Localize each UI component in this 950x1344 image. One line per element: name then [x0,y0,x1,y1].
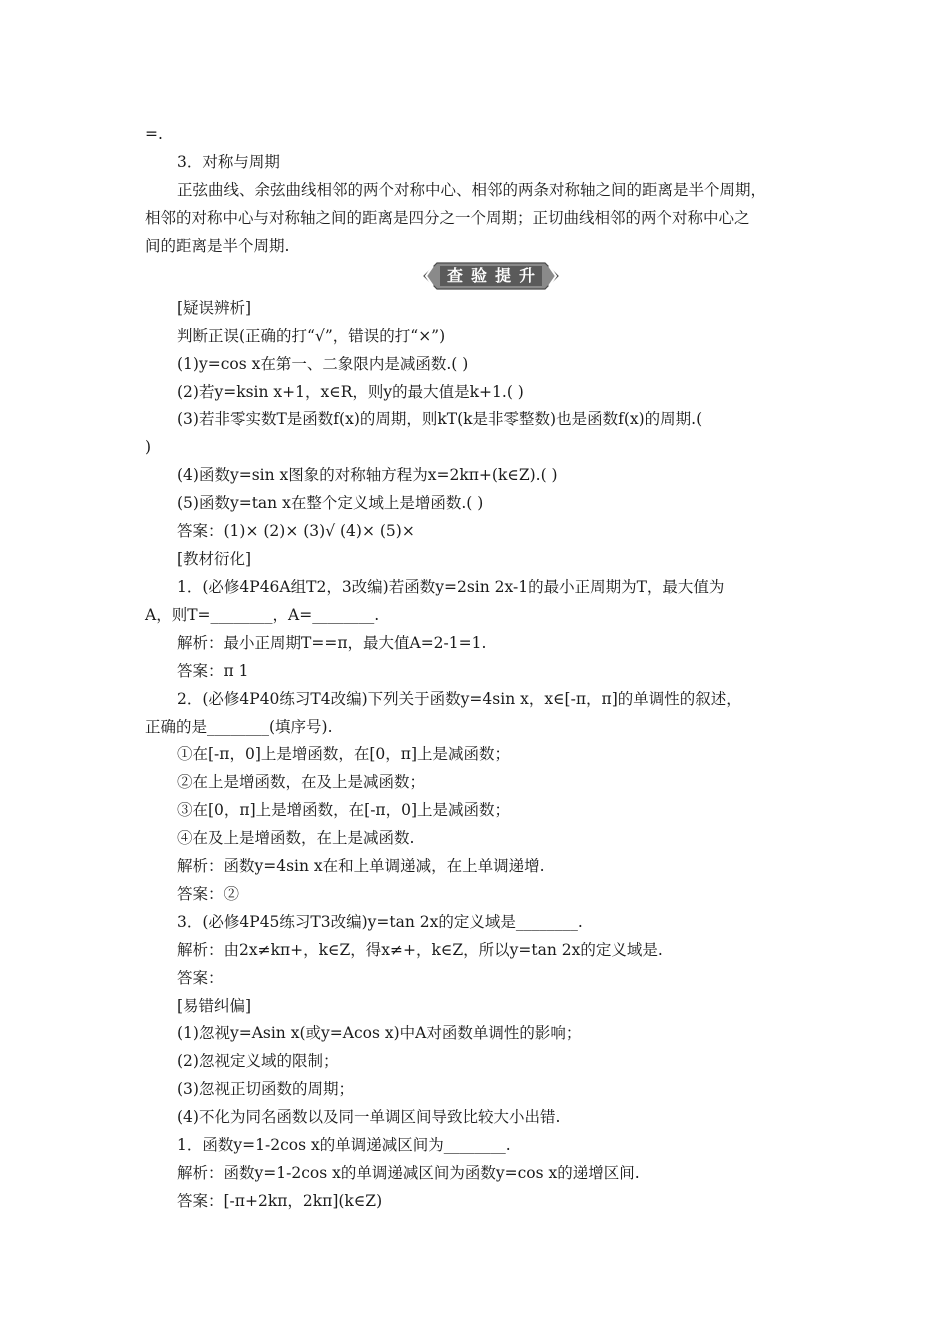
text-line: A，则T=________，A=________. [145,606,380,624]
answer-line: 答案：[-π+2kπ，2kπ](k∈Z) [177,1192,383,1210]
question-item: 1．(必修4P46A组T2，3改编)若函数y=2sin 2x-1的最小正周期为T，最大值为 [177,578,725,596]
text-line: 正弦曲线、余弦曲线相邻的两个对称中心、相邻的两条对称轴之间的距离是半个周期， [177,181,767,199]
banner-label: 查验提升 [446,266,543,285]
solution-line: 解析：最小正周期T==π，最大值A=2-1=1. [177,634,487,652]
question-item: 1．函数y=1-2cos x的单调递减区间为________. [177,1136,511,1154]
subsection-label: [教材衍化] [177,550,252,568]
solution-line: 解析：函数y=1-2cos x的单调递减区间为函数y=cos x的递增区间. [177,1164,640,1182]
section-banner [423,262,559,290]
question-item: 2．(必修4P40练习T4改编)下列关于函数y=4sin x，x∈[-π，π]的单调性的叙述， [177,690,742,708]
text-line: ) [145,438,152,456]
question-item: (2)若y=ksin x+1，x∈R，则y的最大值是k+1.( ) [177,383,524,401]
question-item: 3．(必修4P45练习T3改编)y=tan 2x的定义域是________. [177,913,583,931]
option-item: ④在及上是增函数，在上是减函数. [177,829,415,847]
list-item: (1)忽视y=Asin x(或y=Acos x)中A对函数单调性的影响； [177,1024,582,1042]
answer-line: 答案： [177,969,224,987]
text-line: 判断正误(正确的打“√”，错误的打“×”) [177,327,446,345]
text-line: 正确的是________(填序号). [145,718,333,736]
subsection-label: [疑误辨析] [177,299,252,317]
answer-line: 答案：π 1 [177,662,249,680]
subsection-label: [易错纠偏] [177,997,252,1015]
question-item: (4)函数y=sin x图象的对称轴方程为x=2kπ+(k∈Z).( ) [177,466,558,484]
question-item: (1)y=cos x在第一、二象限内是减函数.( ) [177,355,469,373]
list-item: (3)忽视正切函数的周期； [177,1080,354,1098]
option-item: ①在[-π，0]上是增函数，在[0，π]上是减函数； [177,745,511,763]
text-line: 间的距离是半个周期. [145,237,290,255]
section-heading: 3．对称与周期 [177,153,280,171]
question-item: (5)函数y=tan x在整个定义域上是增函数.( ) [177,494,484,512]
text-line: 相邻的对称中心与对称轴之间的距离是四分之一个周期；正切曲线相邻的两个对称中心之 [145,209,750,227]
answer-line: 答案：② [177,885,240,903]
text-line: =. [145,125,163,143]
list-item: (2)忽视定义域的限制； [177,1052,339,1070]
answer-line: 答案：(1)× (2)× (3)√ (4)× (5)× [177,522,415,540]
solution-line: 解析：由2x≠kπ+，k∈Z，得x≠+，k∈Z，所以y=tan 2x的定义域是. [177,941,663,959]
question-item: (3)若非零实数T是函数f(x)的周期，则kT(k是非零整数)也是函数f(x)的周期.( [177,410,703,428]
list-item: (4)不化为同名函数以及同一单调区间导致比较大小出错. [177,1108,561,1126]
option-item: ②在上是增函数，在及上是减函数； [177,773,426,791]
solution-line: 解析：函数y=4sin x在和上单调递减，在上单调递增. [177,857,545,875]
option-item: ③在[0，π]上是增函数，在[-π，0]上是减函数； [177,801,511,819]
